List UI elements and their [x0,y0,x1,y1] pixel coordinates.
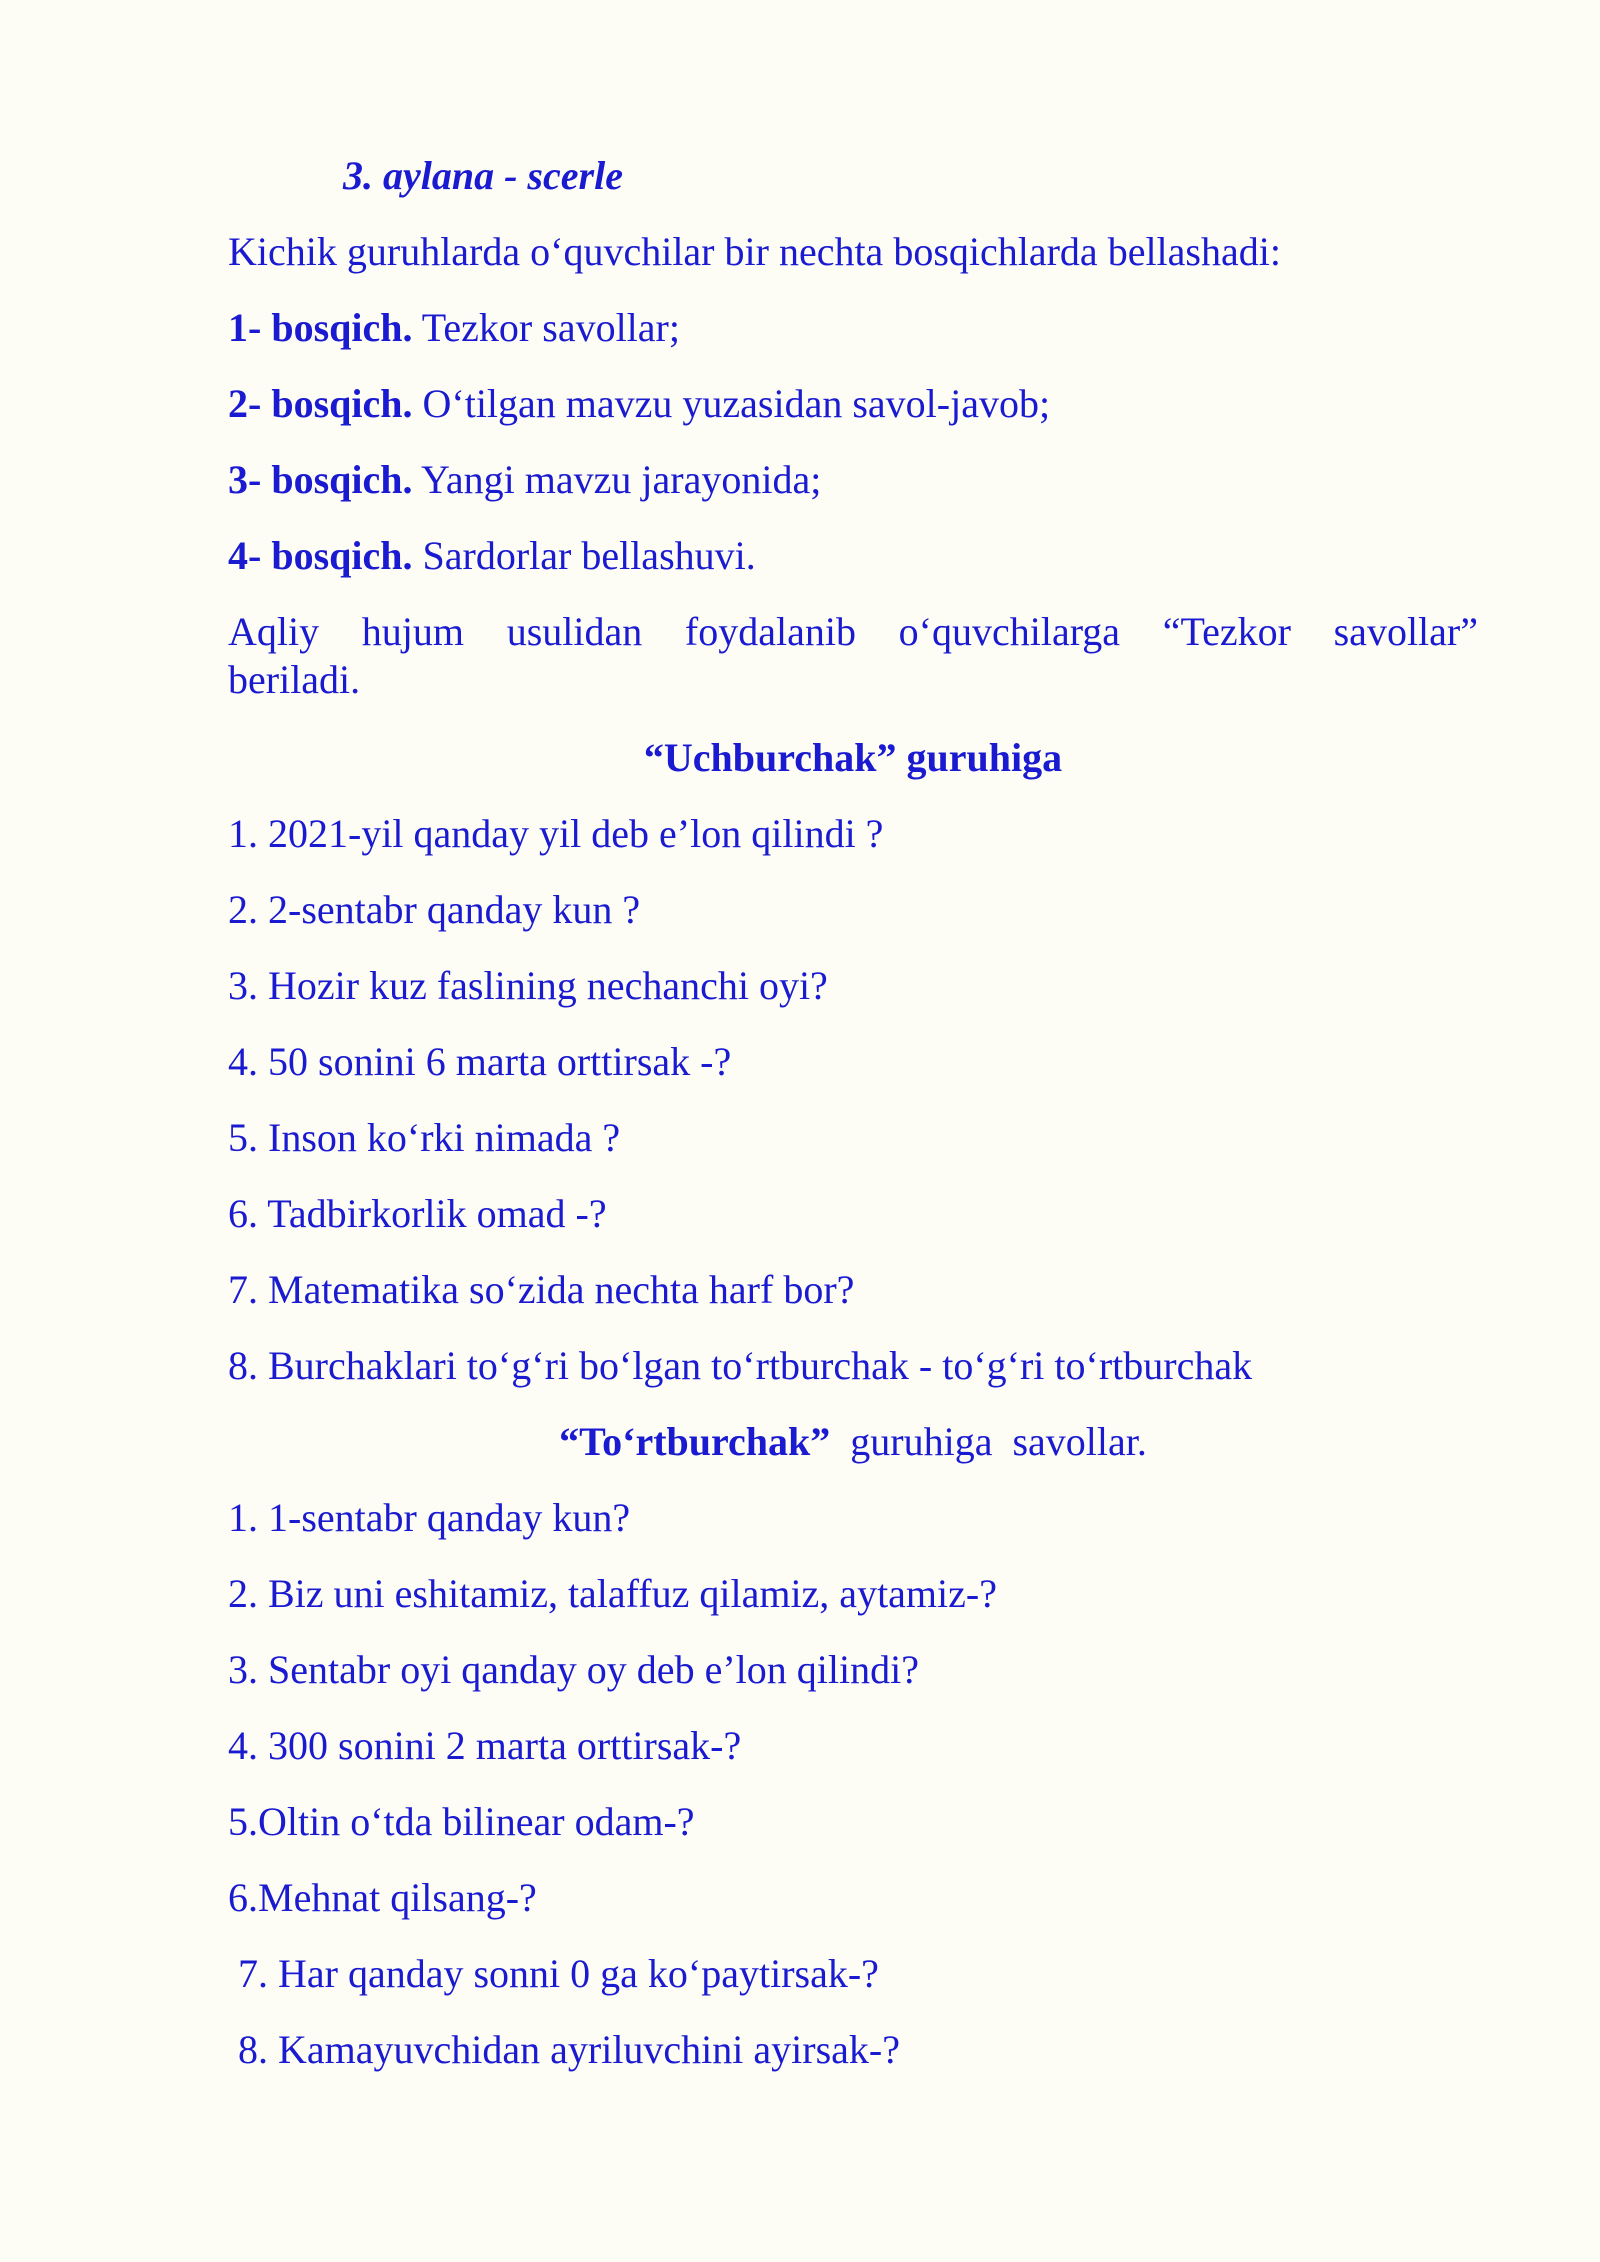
group2-question: 5.Oltin o‘tda bilinear odam-? [228,1799,695,1844]
stage-2 [228,380,1050,428]
group2-question: 7. Har qanday sonni 0 ga ko‘paytirsak-? [238,1951,879,1996]
stage-label: 3- bosqich. [228,457,413,502]
group1-question: 6. Tadbirkorlik omad -? [228,1191,607,1236]
brainstorm-paragraph [228,608,1478,704]
stage-label: 1- bosqich. [228,305,413,350]
brainstorm-line-2: beriladi. [228,657,361,702]
group2-question: 1. 1-sentabr qanday kun? [228,1495,631,1540]
group2-heading-name: “To‘rtburchak” [559,1419,831,1464]
stage-label: 4- bosqich. [228,533,413,578]
group2-question: 4. 300 sonini 2 marta orttirsak-? [228,1723,742,1768]
stage-3 [228,456,821,504]
stage-text: Yangi mavzu jarayonida; [412,457,822,502]
group1-question: 8. Burchaklari to‘g‘ri bo‘lgan to‘rtburchak - to‘g‘ri to‘rtburchak [228,1343,1253,1388]
group1-question: 1. 2021-yil qanday yil deb e’lon qilindi ? [228,811,884,856]
stage-label: 2- bosqich. [228,381,413,426]
group1-question: 5. Inson ko‘rki nimada ? [228,1115,621,1160]
group1-question: 4. 50 sonini 6 marta orttirsak -? [228,1039,732,1084]
group2-question: 6.Mehnat qilsang-? [228,1875,537,1920]
group2-heading-rest: guruhiga savollar. [830,1419,1147,1464]
group2-question: 2. Biz uni eshitamiz, talaffuz qilamiz, aytamiz-? [228,1571,997,1616]
group2-question: 8. Kamayuvchidan ayriluvchini ayirsak-? [238,2027,900,2072]
stage-text: O‘tilgan mavzu yuzasidan savol-javob; [412,381,1051,426]
section-title: 3. aylana - scerle [343,153,623,198]
group2-question: 3. Sentabr oyi qanday oy deb e’lon qilindi? [228,1647,919,1692]
intro-text: Kichik guruhlarda o‘quvchilar bir nechta bosqichlarda bellashadi: [228,229,1281,274]
group1-question: 2. 2-sentabr qanday kun ? [228,887,641,932]
group1-question: 3. Hozir kuz faslining nechanchi oyi? [228,963,828,1008]
stage-1 [228,304,680,352]
brainstorm-line-1: Aqliy hujum usulidan foydalanib o‘quvchilarga “Tezkor savollar” [228,609,1478,654]
group1-question: 7. Matematika so‘zida nechta harf bor? [228,1267,855,1312]
stage-text: Tezkor savollar; [412,305,680,350]
stage-text: Sardorlar bellashuvi. [412,533,756,578]
group2-heading [228,1418,1478,1466]
group1-heading: “Uchburchak” guruhiga [643,735,1063,780]
stage-4 [228,532,756,580]
